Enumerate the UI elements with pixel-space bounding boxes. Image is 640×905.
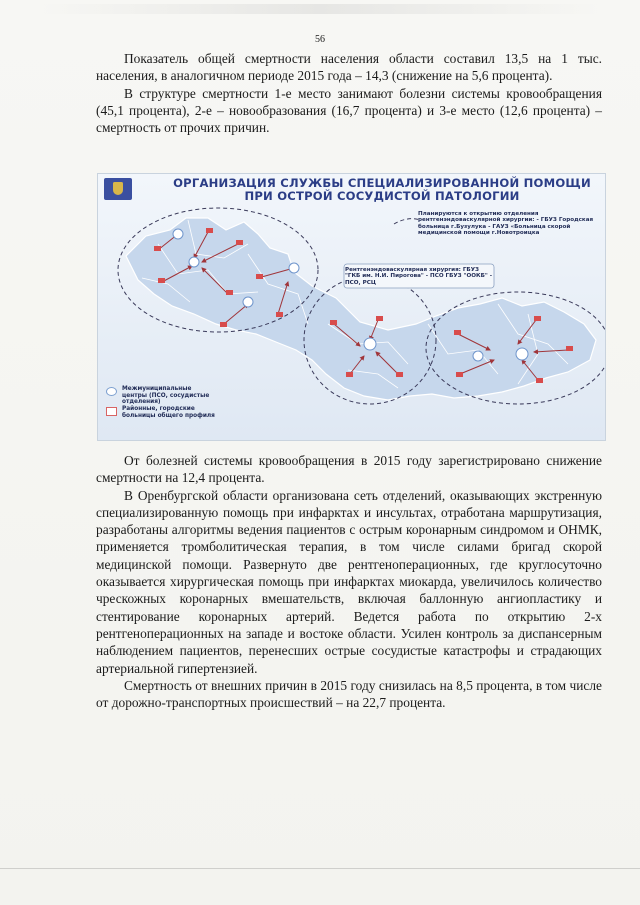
map-figure <box>97 173 606 441</box>
scan-smudge <box>40 4 600 14</box>
legend-label: Районные, городские больницы общего профиля <box>122 406 215 419</box>
region-emblem-icon <box>104 178 132 200</box>
red-cross-marker-icon <box>106 407 117 416</box>
legend-item-centers <box>106 386 216 406</box>
white-circle-marker-icon <box>106 387 117 396</box>
paragraph: Смертность от внешних причин в 2015 году снизилась на 8,5 процента, в том числе от дорожно-транспортных происшествий – на 22,7 процента. <box>96 677 602 711</box>
planned-departments-note: Планируются к открытию отделения рентгенэндоваскулярной хирургии: - ГБУЗ Городская больница г.Бузулука - ГАУЗ «Больница скорой медицинской помощи г.Новотроицка <box>418 211 594 237</box>
paragraph: От болезней системы кровообращения в 2015 году зарегистрировано снижение смертности на 12,4 процента. <box>96 453 602 486</box>
text-block-top <box>96 50 602 136</box>
legend-item-hospitals <box>106 406 216 419</box>
paragraph: В Оренбургской области организована сеть отделений, оказывающих экстренную специализированную помощь при инфарктах и инсультах, отработана маршрутизация, разработаны алгоритмы ведения пациентов с острым коронарным синдромом и ОНМК, применяется тромболитическая терапия, в том числе силами бригад скорой медицинской помощи. Развернуто две рентгеноперационных, где круглосуточно оказывается хирургическая помощь при инфарктах миокарда, увеличилось количество чрескожных коронарных вмешательств, включая баллонную ангиопластику и стентирование коронарных артерий. Ведется работа по открытию 2-х рентгеноперационных на западе и востоке области. Усилен контроль за диспансерным наблюдением пациентов, перенесших острые сосудистые катастрофы и страдающих артериальной гипертензией. <box>96 487 602 676</box>
scan-edge-line <box>0 868 640 869</box>
legend-label: Межмуниципальные центры (ПСО, сосудистые отделения) <box>122 386 210 405</box>
paragraph: В структуре смертности 1-е место занимают болезни системы кровообращения (45,1 процента), 2-е – новообразования (16,7 процента) и 3-е место (12,6 процента) – смертность от прочих причин. <box>96 85 602 136</box>
figure-title: ОРГАНИЗАЦИЯ СЛУЖБЫ СПЕЦИАЛИЗИРОВАННОЙ ПОМОЩИ ПРИ ОСТРОЙ СОСУДИСТОЙ ПАТОЛОГИИ <box>173 176 591 203</box>
endovascular-surgery-note: Рентгенэндоваскулярная хирургия: ГБУЗ "ГКБ им. Н.И. Пирогова" - ПСО ГБУЗ "ООКБ" - ПСО, РСЦ <box>345 267 493 286</box>
paragraph: Показатель общей смертности населения области составил 13,5 на 1 тыс. населения, в аналогичном периоде 2015 года – 14,3 (снижение на 5,6 процента). <box>96 51 602 84</box>
page-number: 56 <box>315 34 325 45</box>
text-block-bottom <box>96 452 602 711</box>
